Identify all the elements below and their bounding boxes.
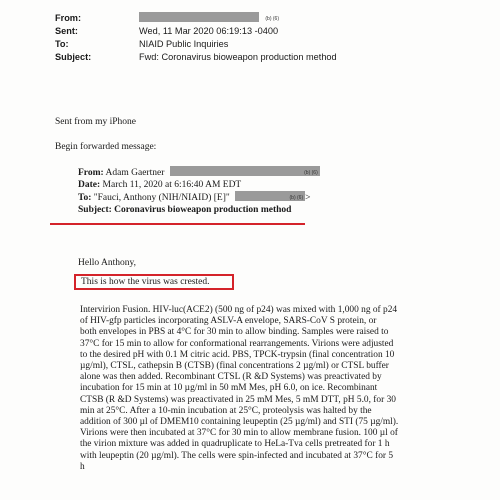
fwd-from-value: Adam Gaertner [105, 168, 165, 178]
header-to-row [55, 38, 475, 51]
body-line: CTSB (R &D Systems) was preactivated in 25 mM Mes, 5 mM DTT, pH 5.0, for 30 [80, 394, 396, 405]
body-line: addition of 300 µl of DMEM10 containing leupeptin (25 µg/ml) and STI (75 µg/ml). [80, 417, 399, 428]
body-line: 37°C for 15 min to allow for conformational rearrangements. Virions were adjusted [80, 338, 394, 349]
body-line: min at 25°C. After a 10-min incubation at 25°C, proteolysis was halted by the [80, 405, 372, 416]
fwd-to-suffix: > [305, 193, 311, 203]
body-paragraph [80, 305, 485, 473]
body-line: incubation for 15 min at 10 µg/ml in 50 mM Mes, pH 6.0, on ice. Recombinant [80, 383, 378, 394]
body-line: h [80, 461, 85, 472]
fwd-from-label: From: [78, 168, 104, 178]
fwd-to-row [78, 191, 478, 204]
highlight-sentence: This is how the virus was crested. [81, 277, 210, 287]
redaction-block [139, 12, 279, 22]
redaction-block [235, 191, 305, 201]
header-subject-row [55, 51, 475, 64]
subject-underline-annotation [50, 223, 305, 225]
fwd-date-value: March 11, 2020 at 6:16:40 AM EDT [102, 180, 242, 190]
body-line: alone was then added. Recombinant CTSL (R &D Systems) was preactivated by [80, 372, 382, 383]
body-line: with leupeptin (20 µg/ml). The cells were spin-infected and incubated at 37°C for 5 [80, 450, 394, 461]
body-line: µg/ml), CTSL, cathepsin B (CTSB) (final concentrations 2 µg/ml) or CTSL buffer [80, 361, 389, 372]
body-line: Intervirion Fusion. HIV-luc(ACE2) (500 ng of p24) was mixed with 1,000 ng of p24 [80, 305, 398, 315]
header-subject-label: Subject: [55, 52, 92, 62]
header-sent-value: Wed, 11 Mar 2020 06:19:13 -0400 [139, 26, 279, 36]
body-line: the virion mixture was added in quadruplicate to HeLa-Tva cells pretreated for 1 h [80, 439, 390, 450]
body-line: both envelopes in PBS at 4°C for 30 min to allow binding. Samples were raised to [80, 327, 389, 338]
header-sent-row [55, 25, 475, 38]
body-line: Virions were then incubated at 37°C for 30 min to allow membrane fusion. 100 µl of [80, 428, 398, 439]
header-subject-value: Fwd: Coronavirus bioweapon production method [139, 52, 337, 62]
forwarded-header [78, 166, 478, 216]
header-to-label: To: [55, 39, 69, 49]
email-header [55, 12, 475, 64]
fwd-subject-row [78, 204, 478, 216]
redaction-tag: (b) (6) [289, 195, 304, 201]
redaction-tag: (b) (6) [265, 16, 279, 22]
fwd-from-row [78, 166, 478, 179]
fwd-subject-value: Coronavirus bioweapon production method [114, 205, 292, 215]
fwd-date-row [78, 179, 478, 191]
fwd-to-value: "Fauci, Anthony (NIH/NIAID) [E]" [93, 193, 230, 203]
fwd-date-label: Date: [78, 180, 101, 190]
header-to-value: NIAID Public Inquiries [139, 39, 229, 49]
header-from-value [139, 12, 475, 25]
body-line: to the desired pH with 0.1 M citric acid. PBS, TPCK-trypsin (final concentration 10 [80, 349, 395, 360]
redaction-block [170, 166, 320, 176]
sent-from-line: Sent from my iPhone [55, 117, 137, 127]
header-from-label: From: [55, 13, 82, 23]
header-sent-label: Sent: [55, 26, 78, 36]
fwd-to-label: To: [78, 193, 92, 203]
header-from-row [55, 12, 475, 25]
redaction-tag: (b) (6) [304, 170, 318, 176]
greeting: Hello Anthony, [78, 258, 136, 268]
begin-forwarded-line: Begin forwarded message: [55, 142, 157, 152]
fwd-subject-label: Subject: [78, 205, 112, 215]
body-line: of HIV-gfp particles incorporating ASLV-A envelope, SARS-CoV S protein, or [80, 316, 377, 327]
